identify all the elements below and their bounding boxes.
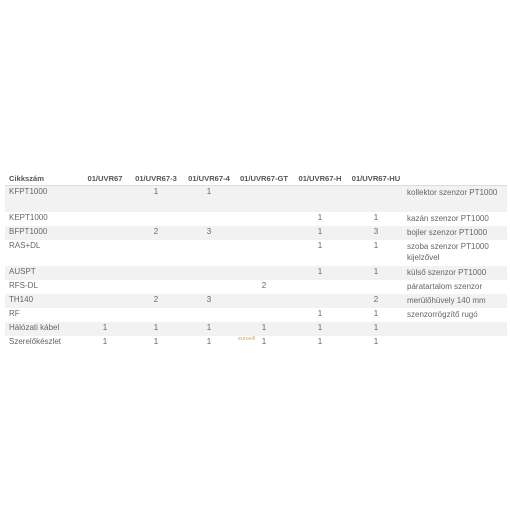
part-description: páratartalom szenzor (407, 282, 483, 291)
quantity-cell (129, 308, 183, 322)
quantity-cell (235, 294, 293, 308)
part-description: kazán szenzor PT1000 (407, 214, 489, 223)
quantity-cell: 1 (317, 337, 323, 346)
header-uvr67-gt: 01/UVR67-GT (235, 172, 293, 186)
part-description: külső szenzor PT1000 (405, 266, 507, 280)
quantity-cell: 1 (129, 186, 183, 213)
quantity-cell (129, 280, 183, 294)
quantity-cell (81, 226, 129, 240)
table-row (5, 212, 507, 226)
quantity-cell: 1 (373, 309, 379, 318)
part-code: TH140 (5, 294, 81, 308)
header-uvr67-3: 01/UVR67-3 (129, 172, 183, 186)
quantity-cell: 1 (317, 309, 323, 318)
quantity-cell: 1 (235, 322, 293, 336)
quantity-cell (81, 186, 129, 213)
quantity-cell (81, 294, 129, 308)
quantity-cell: 1 (102, 337, 108, 346)
quantity-cell (129, 212, 183, 226)
quantity-cell (183, 308, 235, 322)
table-row (5, 280, 507, 294)
quantity-cell: 1 (206, 337, 212, 346)
quantity-cell (235, 308, 293, 322)
quantity-cell: 1 (81, 322, 129, 336)
quantity-cell (81, 240, 129, 266)
quantity-cell: 3 (347, 226, 405, 240)
part-code: Szerelőkészlet (9, 337, 62, 346)
quantity-cell: 3 (183, 226, 235, 240)
header-description (405, 172, 507, 186)
quantity-cell (235, 212, 293, 226)
part-code: AUSPT (5, 266, 81, 280)
part-code: RAS+DL (9, 241, 41, 250)
quantity-cell: 2 (347, 294, 405, 308)
quantity-cell: 2 (129, 294, 183, 308)
quantity-cell: 1 (293, 322, 347, 336)
quantity-cell: 1 (293, 266, 347, 280)
part-code: RF (9, 309, 20, 318)
quantity-cell: 1 (129, 322, 183, 336)
quantity-cell (81, 266, 129, 280)
quantity-cell: 1 (347, 266, 405, 280)
part-description: szenzorrögzítő rugó (407, 310, 478, 319)
quantity-cell: 1 (347, 322, 405, 336)
part-description: kollektor szenzor PT1000 (405, 186, 507, 213)
header-row (5, 172, 507, 186)
quantity-cell (183, 240, 235, 266)
quantity-cell (81, 280, 129, 294)
part-description: szoba szenzor PT1000 kijelzővel (407, 242, 489, 262)
quantity-cell (81, 212, 129, 226)
part-code: KFPT1000 (5, 186, 81, 213)
quantity-cell (235, 266, 293, 280)
part-code: BFPT1000 (5, 226, 81, 240)
quantity-cell: 1 (293, 226, 347, 240)
table-row (5, 186, 507, 213)
quantity-cell: 2 (129, 226, 183, 240)
part-description: bojler szenzor PT1000 (405, 226, 507, 240)
header-uvr67: 01/UVR67 (81, 172, 129, 186)
part-description: merülőhüvely 140 mm (405, 294, 507, 308)
quantity-cell: 3 (183, 294, 235, 308)
quantity-cell (293, 186, 347, 213)
quantity-cell: 1 (317, 213, 323, 222)
quantity-cell: 1 (183, 322, 235, 336)
quantity-cell (293, 280, 347, 294)
part-description (405, 322, 507, 336)
quantity-cell: 1 (183, 186, 235, 213)
quantity-cell (129, 240, 183, 266)
quantity-cell (183, 212, 235, 226)
quantity-cell: 1 (373, 337, 379, 346)
part-code: Hálózati kábel (5, 322, 81, 336)
table-row (5, 226, 507, 240)
quantity-cell (235, 240, 293, 266)
quantity-cell (293, 294, 347, 308)
quantity-cell (347, 186, 405, 213)
quantity-cell (183, 280, 235, 294)
parts-table (5, 172, 507, 350)
quantity-cell (235, 226, 293, 240)
quantity-cell: 1 (317, 241, 323, 250)
table-row (5, 322, 507, 336)
header-uvr67-4: 01/UVR67-4 (183, 172, 235, 186)
quantity-cell: 2 (261, 281, 267, 290)
quantity-cell: 1 (373, 213, 379, 222)
quantity-cell (81, 308, 129, 322)
table-row (5, 266, 507, 280)
quantity-cell: 1 (261, 337, 267, 346)
quantity-cell: 1 (153, 337, 159, 346)
table-row (5, 294, 507, 308)
quantity-cell (235, 186, 293, 213)
header-uvr67-hu: 01/UVR67-HU (347, 172, 405, 186)
header-cikkszam: Cikkszám (5, 172, 81, 186)
watermark-logo: eurovill (238, 336, 256, 342)
quantity-cell (347, 280, 405, 294)
quantity-cell: 1 (373, 241, 379, 250)
part-description (405, 336, 507, 350)
part-code: RFS-DL (9, 281, 38, 290)
header-uvr67-h: 01/UVR67-H (293, 172, 347, 186)
table-row (5, 336, 507, 350)
table-row (5, 308, 507, 322)
quantity-cell (129, 266, 183, 280)
table-row (5, 240, 507, 266)
quantity-cell (183, 266, 235, 280)
part-code: KEPT1000 (9, 213, 48, 222)
